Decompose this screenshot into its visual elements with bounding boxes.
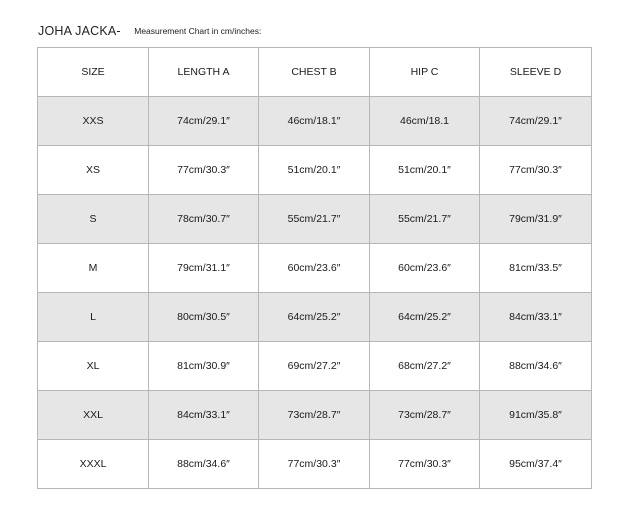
table-row <box>38 97 592 146</box>
hip-cell: 77cm/30.3″ <box>370 440 480 489</box>
length-cell: 74cm/29.1″ <box>149 97 259 146</box>
sleeve-cell: 88cm/34.6″ <box>480 342 592 391</box>
chest-cell: 73cm/28.7″ <box>259 391 370 440</box>
table-row <box>38 195 592 244</box>
chart-subtitle: Measurement Chart in cm/inches: <box>134 26 262 36</box>
measurement-table <box>37 47 592 489</box>
hip-cell: 64cm/25.2″ <box>370 293 480 342</box>
length-cell: 84cm/33.1″ <box>149 391 259 440</box>
length-cell: 79cm/31.1″ <box>149 244 259 293</box>
sleeve-cell: 74cm/29.1″ <box>480 97 592 146</box>
sleeve-cell: 79cm/31.9″ <box>480 195 592 244</box>
sleeve-cell: 81cm/33.5″ <box>480 244 592 293</box>
size-cell: XXS <box>38 97 149 146</box>
column-header-sleeve: SLEEVE D <box>480 48 592 97</box>
sleeve-cell: 91cm/35.8″ <box>480 391 592 440</box>
size-cell: XXL <box>38 391 149 440</box>
size-cell: XS <box>38 146 149 195</box>
table-row <box>38 244 592 293</box>
length-cell: 80cm/30.5″ <box>149 293 259 342</box>
size-cell: XXXL <box>38 440 149 489</box>
brand-title: JOHA JACKA- <box>38 24 121 38</box>
sleeve-cell: 95cm/37.4″ <box>480 440 592 489</box>
column-header-size: SIZE <box>38 48 149 97</box>
table-row <box>38 146 592 195</box>
column-header-hip: HIP C <box>370 48 480 97</box>
hip-cell: 51cm/20.1″ <box>370 146 480 195</box>
column-header-chest: CHEST B <box>259 48 370 97</box>
length-cell: 78cm/30.7″ <box>149 195 259 244</box>
chest-cell: 64cm/25.2″ <box>259 293 370 342</box>
length-cell: 81cm/30.9″ <box>149 342 259 391</box>
chest-cell: 46cm/18.1″ <box>259 97 370 146</box>
table-row <box>38 440 592 489</box>
chart-header <box>38 23 261 39</box>
size-cell: L <box>38 293 149 342</box>
size-cell: M <box>38 244 149 293</box>
table-row <box>38 342 592 391</box>
column-header-length: LENGTH A <box>149 48 259 97</box>
chest-cell: 60cm/23.6″ <box>259 244 370 293</box>
length-cell: 77cm/30.3″ <box>149 146 259 195</box>
size-cell: XL <box>38 342 149 391</box>
table-row <box>38 293 592 342</box>
hip-cell: 68cm/27.2″ <box>370 342 480 391</box>
table-row <box>38 391 592 440</box>
hip-cell: 60cm/23.6″ <box>370 244 480 293</box>
chest-cell: 55cm/21.7″ <box>259 195 370 244</box>
chest-cell: 51cm/20.1″ <box>259 146 370 195</box>
chest-cell: 77cm/30.3″ <box>259 440 370 489</box>
length-cell: 88cm/34.6″ <box>149 440 259 489</box>
sleeve-cell: 77cm/30.3″ <box>480 146 592 195</box>
chest-cell: 69cm/27.2″ <box>259 342 370 391</box>
hip-cell: 73cm/28.7″ <box>370 391 480 440</box>
hip-cell: 46cm/18.1 <box>370 97 480 146</box>
sleeve-cell: 84cm/33.1″ <box>480 293 592 342</box>
hip-cell: 55cm/21.7″ <box>370 195 480 244</box>
table-header-row <box>38 48 592 97</box>
size-cell: S <box>38 195 149 244</box>
